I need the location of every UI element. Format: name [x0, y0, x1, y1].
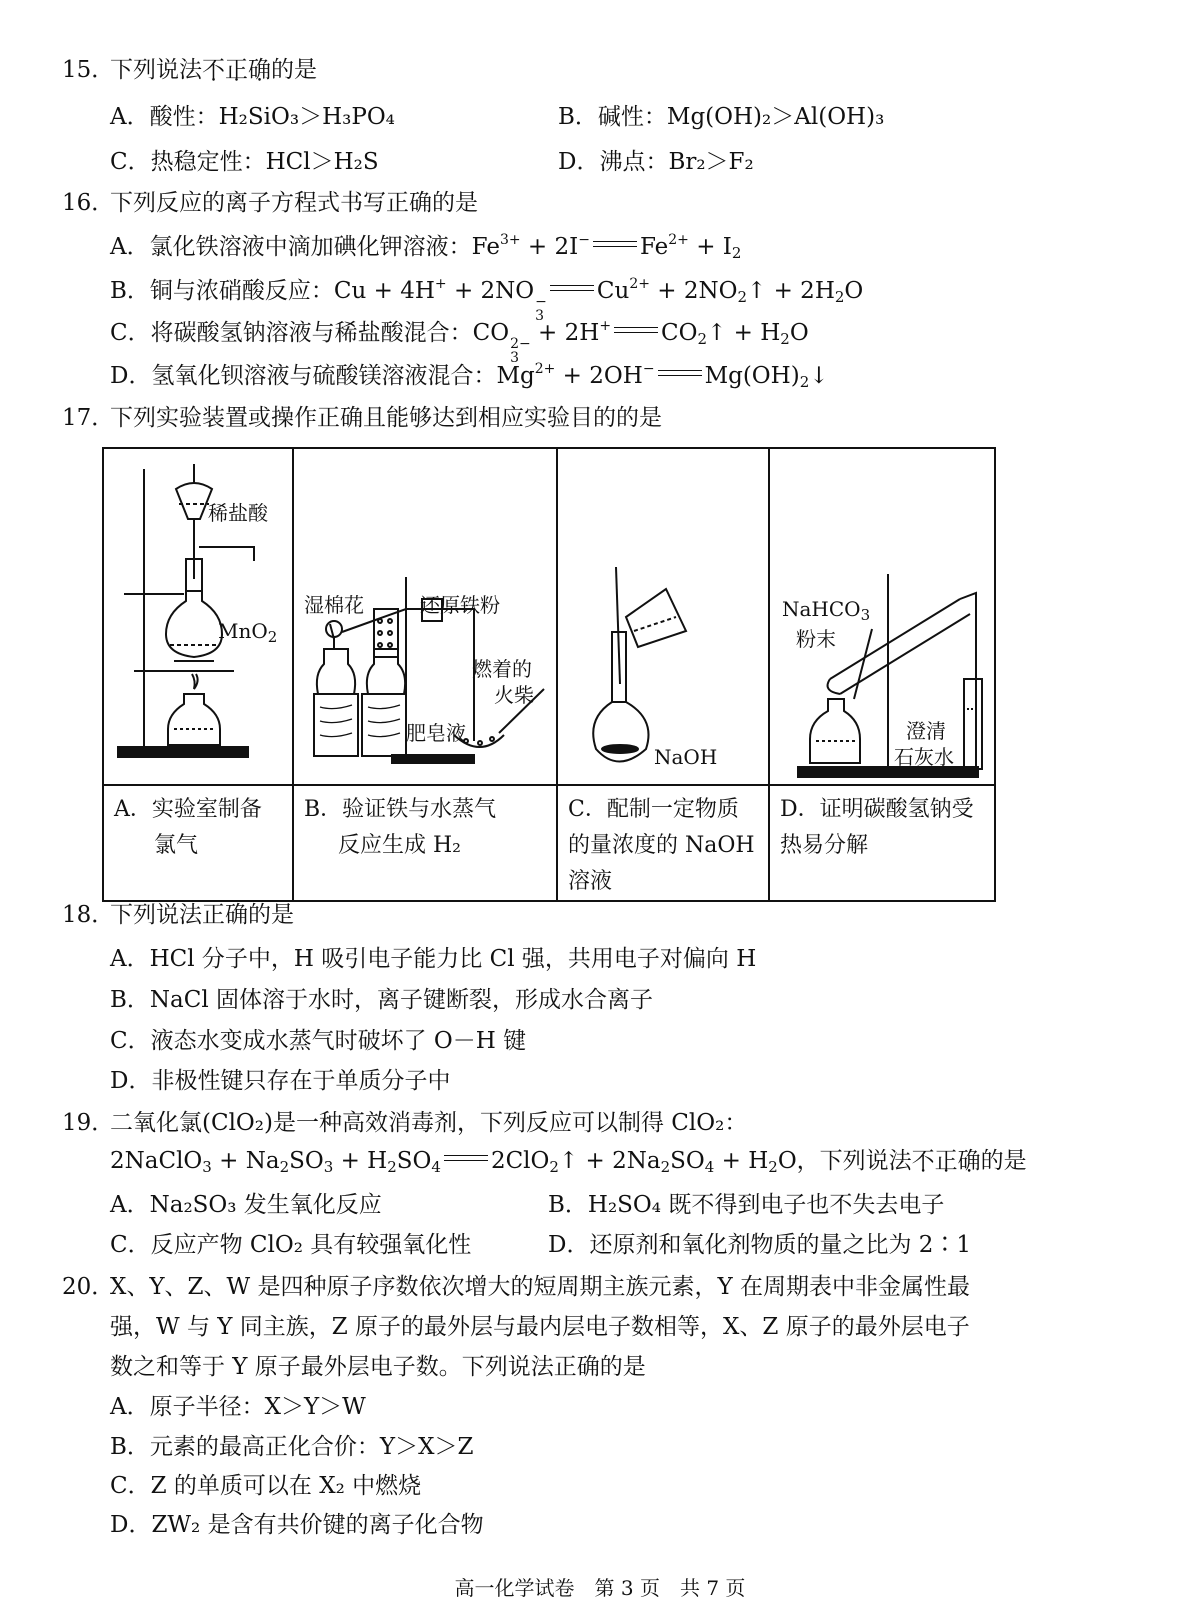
label-soap: 肥皂液	[406, 721, 466, 745]
q16-option-d: D．氢氧化钡溶液与硫酸镁溶液混合：$Mg^{2+} + 2OH^-$ $Mg(OH)_2↓$	[110, 361, 829, 391]
q18-option-c: C．液态水变成水蒸气时破坏了 O－H 键	[110, 1028, 527, 1054]
emphasis-dot-char: 正	[934, 1148, 958, 1174]
equals-sign	[658, 369, 702, 379]
q20-option-b: B．元素的最高正化合价：Y＞X＞Z	[110, 1434, 474, 1460]
label-nahco3: NaHCO$_3$	[782, 597, 871, 624]
q15-stem: 下列说法不正确的是	[110, 57, 317, 83]
q19-number: 19．	[62, 1110, 115, 1136]
caption-c: C．配制一定物质 的量浓度的 NaOH 溶液	[557, 785, 769, 901]
q16-option-b: B．铜与浓硝酸反应：Cu + 4H+ + 2NO − 3 $Cu^{2+}$ + $2NO_2↑ + 2H_2O$	[110, 276, 864, 324]
caption-a: A．实验室制备 氯气	[103, 785, 293, 901]
experiment-table	[102, 447, 996, 902]
label-mno2: MnO$_2$	[218, 619, 278, 646]
page-footer: 高一化学试卷 第 3 页 共 7 页	[454, 1576, 746, 1600]
caption-d: D．证明碳酸氢钠受 热易分解	[769, 785, 995, 901]
q20-option-c: C．Z 的单质可以在 X₂ 中燃烧	[110, 1473, 422, 1499]
label-reduced-iron: 还原铁粉	[420, 593, 500, 617]
label-burning-match-2: 火柴	[494, 683, 534, 707]
emphasis-dot-char: 确	[248, 57, 271, 83]
equals-sign	[550, 284, 594, 294]
apparatus-d-cell	[769, 448, 995, 785]
q19-equation: 2NaClO$_3$ + $Na_2SO_3 + H_2SO_4$ 2ClO$_2$↑ + $2Na_2SO_4 + H_2O$，下列说法不正确的是	[110, 1148, 1027, 1176]
q19-option-b: B．H₂SO₄ 既不得到电子也不失去电子	[548, 1192, 945, 1218]
q20-option-d: D．ZW₂ 是含有共价键的离子化合物	[110, 1512, 484, 1538]
q15-option-a: A．酸性：H₂SiO₃＞H₃PO₄	[110, 104, 395, 130]
label-powder: 粉末	[796, 627, 836, 651]
q19-stem: 二氧化氯(ClO₂)是一种高效消毒剂，下列反应可以制得 ClO₂：	[110, 1110, 748, 1136]
q18-stem: 下列说法正确的是	[110, 902, 294, 928]
label-naoh: NaOH	[654, 745, 718, 769]
emphasis-dot-char: 不	[202, 57, 225, 83]
label-limewater-2: 石灰水	[894, 745, 954, 769]
emphasis-dot-char: 正	[225, 57, 248, 83]
apparatus-c-cell	[557, 448, 769, 785]
emphasis-dot-char: 不	[911, 1148, 935, 1174]
q20-stem-line2: 强，W 与 Y 同主族，Z 原子的最外层与最内层电子数相等，X、Z 原子的最外层电子	[110, 1314, 970, 1340]
apparatus-b-cell	[293, 448, 557, 785]
q20-option-a: A．原子半径：X＞Y＞W	[110, 1394, 366, 1420]
q15-option-c: C．热稳定性：HCl＞H₂S	[110, 149, 379, 175]
q16-number: 16．	[62, 190, 115, 216]
apparatus-a-cell	[103, 448, 293, 785]
volumetric-flask-apparatus	[558, 449, 768, 784]
equals-sign	[593, 240, 637, 250]
label-burning-match-1: 燃着的	[472, 657, 532, 681]
q20-stem-line1: X、Y、Z、W 是四种原子序数依次增大的短周期主族元素，Y 在周期表中非金属性最	[110, 1274, 970, 1300]
q16-stem: 下列反应的离子方程式书写正确的是	[110, 190, 478, 216]
q18-number: 18．	[62, 902, 115, 928]
q19-option-c: C．反应产物 ClO₂ 具有较强氧化性	[110, 1232, 472, 1258]
label-dilute-hcl: 稀盐酸	[208, 501, 268, 525]
q18-option-d: D．非极性键只存在于单质分子中	[110, 1068, 451, 1094]
q19-option-d: D．还原剂和氧化剂物质的量之比为 2∶1	[548, 1232, 972, 1258]
caption-b: B．验证铁与水蒸气 反应生成 H₂	[293, 785, 557, 901]
equals-sign	[444, 1154, 488, 1164]
q15-option-d: D．沸点：Br₂＞F₂	[558, 149, 754, 175]
q15-option-b: B．碱性：Mg(OH)₂＞Al(OH)₃	[558, 104, 885, 130]
q15-number: 15．	[62, 57, 115, 83]
emphasis-dot-char: 确	[957, 1148, 981, 1174]
label-limewater-1: 澄清	[906, 719, 946, 743]
q18-option-a: A．HCl 分子中，H 吸引电子能力比 Cl 强，共用电子对偏向 H	[110, 946, 757, 972]
q16-option-a: A．氯化铁溶液中滴加碘化钾溶液：$Fe^{3+} + 2I^-$ $Fe^{2+} + I_2$	[110, 232, 742, 262]
q20-number: 20．	[62, 1274, 115, 1300]
q16-option-c: C．将碳酸氢钠溶液与稀盐酸混合：CO 2− 3 + 2H+ $CO_2↑ + H_2O$	[110, 318, 809, 366]
q19-option-a: A．Na₂SO₃ 发生氧化反应	[110, 1192, 382, 1218]
q20-stem-line3: 数之和等于 Y 原子最外层电子数。下列说法正确的是	[110, 1354, 646, 1380]
q17-number: 17．	[62, 405, 115, 431]
q18-option-b: B．NaCl 固体溶于水时，离子键断裂，形成水合离子	[110, 987, 654, 1013]
label-wet-cotton: 湿棉花	[304, 593, 364, 617]
equals-sign	[614, 326, 658, 336]
q17-stem: 下列实验装置或操作正确且能够达到相应实验目的的是	[110, 405, 662, 431]
